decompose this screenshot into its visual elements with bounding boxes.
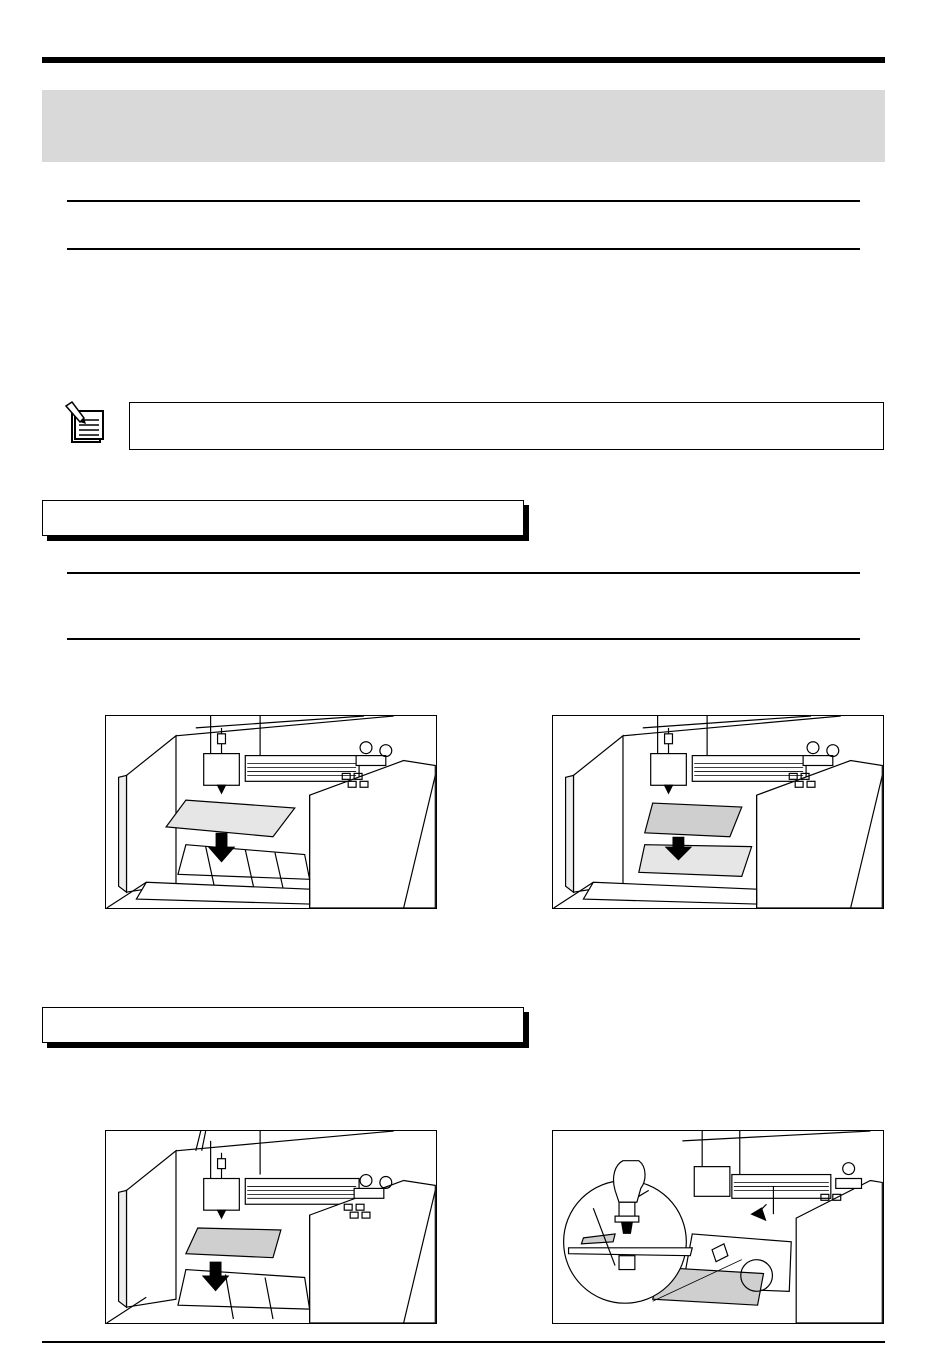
title-band: [42, 90, 885, 162]
lowering-workpiece-illustration: [105, 1130, 437, 1324]
top-rule: [42, 57, 885, 63]
divider-1: [67, 200, 860, 202]
divider-2: [67, 248, 860, 250]
note-box: [129, 402, 884, 450]
section-heading-1: [42, 500, 524, 536]
bottom-rule: [42, 1341, 885, 1343]
clamp-detail-illustration: [552, 1130, 884, 1324]
section-heading-2: [42, 1007, 524, 1043]
note-icon: [60, 400, 106, 446]
stacked-workpiece-illustration: [552, 715, 884, 909]
placing-workpiece-illustration: [105, 715, 437, 909]
divider-4: [67, 638, 860, 640]
divider-3: [67, 572, 860, 574]
